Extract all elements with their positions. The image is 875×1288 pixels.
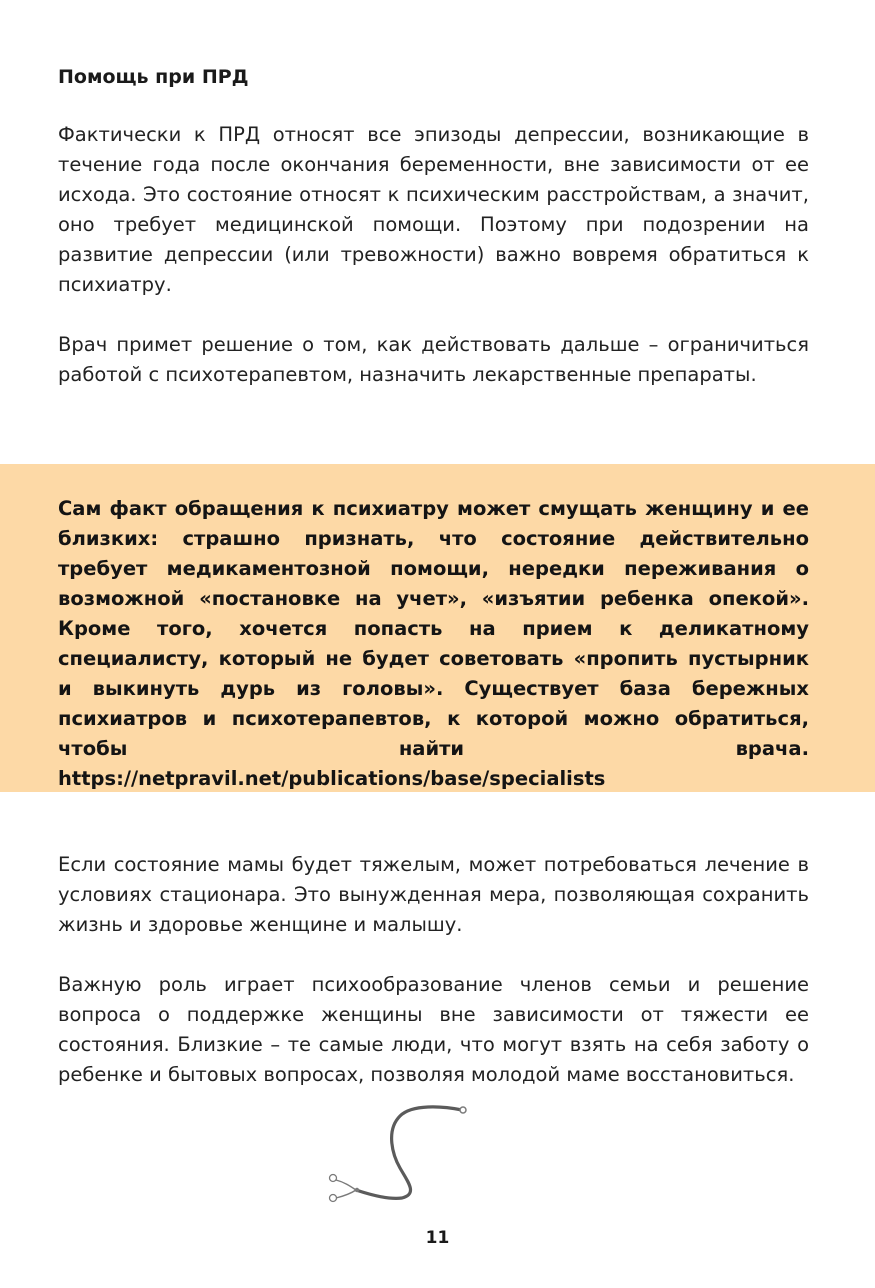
specialists-link[interactable]: https://netpravil.net/publications/base/specialists [58, 767, 606, 790]
paragraph-1: Фактически к ПРД относят все эпизоды депрессии, возникающие в течение года после окончания беременности, вне зависимости от ее исхода. Это состояние относят к психическим расстройствам, а значит, оно требует медицинской помощи. Поэтому при подозрении на развитие депрессии (или тревожности) важно вовремя обратиться к психиатру. [58, 123, 809, 296]
stethoscope-icon [322, 1102, 474, 1206]
callout-text [58, 494, 809, 794]
paragraph-3: Если состояние мамы будет тяжелым, может потребоваться лечение в условиях стационара. Это вынужденная мера, позволяющая сохранить жизнь и здоровье женщине и малышу. [58, 853, 809, 936]
callout-box [0, 464, 875, 792]
section-title: Помощь при ПРД [58, 66, 249, 88]
paragraph-4: Важную роль играет психообразование членов семьи и решение вопроса о поддержке женщины вне зависимости от тяжести ее состояния. Близкие – те самые люди, что могут взять на себя заботу о ребенке и бытовых вопросах, позволяя молодой маме восстановиться. [58, 973, 809, 1086]
paragraph-2: Врач примет решение о том, как действовать дальше – ограничиться работой с психотерапевтом, назначить лекарственные препараты. [58, 333, 809, 386]
callout-body: Сам факт обращения к психиатру может смущать женщину и ее близких: страшно признать, что состояние действительно требует медикаментозной помощи, нередки переживания о возможной «постановке на учет», «изъятии ребенка опекой». Кроме того, хочется попасть на прием к деликатному специалисту, который не будет советовать «пропить пустырник и выкинуть дурь из головы». Существует база бережных психиатров и психотерапевтов, к которой можно обратиться, чтобы найти врача. [58, 497, 809, 760]
page-number: 11 [425, 1228, 450, 1248]
